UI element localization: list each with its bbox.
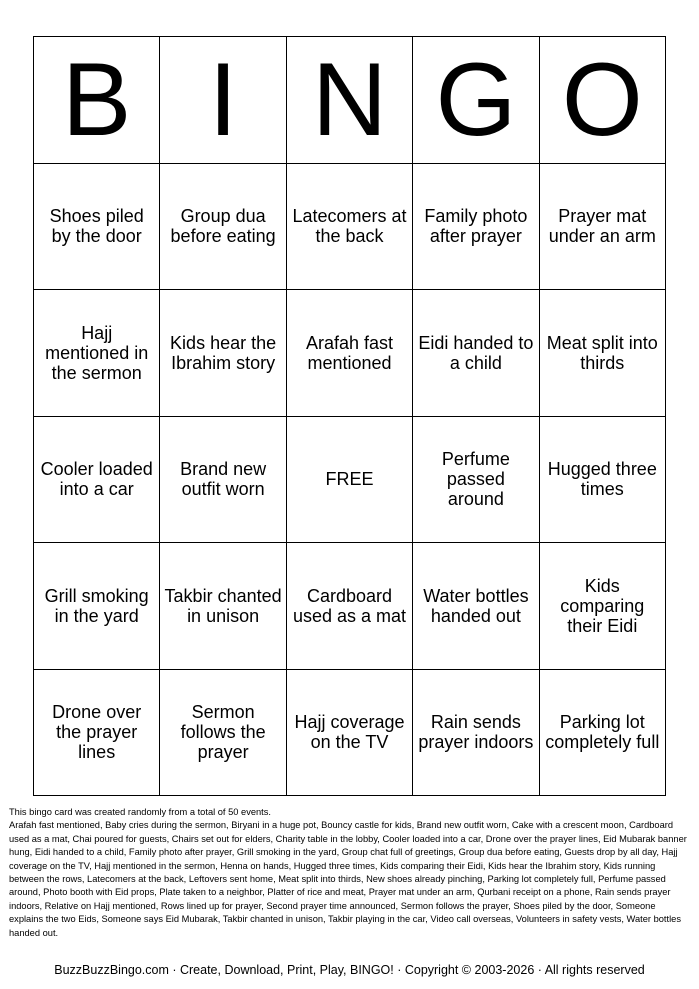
- free-square: FREE: [287, 417, 413, 544]
- bingo-square: Kids hear the Ibrahim story: [160, 290, 286, 417]
- bingo-square: Cardboard used as a mat: [287, 543, 413, 670]
- bingo-square: Sermon follows the prayer: [160, 670, 286, 797]
- bingo-square: Drone over the prayer lines: [34, 670, 160, 797]
- event-list-items: Arafah fast mentioned, Baby cries during the sermon, Biryani in a huge pot, Bouncy castle for kids, Brand new outfit worn, Cake with a crescent moon, Cardboard used as a mat, Chai poured for guests, Chairs set out for elders, Charity table in the lobby, Cooler loaded into a car, Drone over the prayer lines, Eid Mubarak banner hung, Eidi handed to a child, Family photo after prayer, Grill smoking in the yard, Group chat full of greetings, Group dua before eating, Guests drop by all day, Hajj coverage on the TV, Hajj mentioned in the sermon, Henna on hands, Hugged three times, Kids comparing their Eidi, Kids hear the Ibrahim story, Kids running between the rows, Latecomers at the back, Leftovers sent home, Meat split into thirds, New shoes already pinching, Parking lot completely full, Perfume passed around, Photo booth with Eid props, Plate taken to a neighbor, Platter of rice and meat, Prayer mat under an arm, Qurbani receipt on a phone, Rain sends prayer indoors, Relative on Hajj mentioned, Rows lined up for prayer, Second prayer time announced, Sermon follows the prayer, Shoes piled by the door, Someone explains the two Eids, Someone says Eid Mubarak, Takbir chanted in unison, Takbir playing in the car, Video call overseas, Volunteers in safety vests, Water bottles handed out.: [9, 820, 687, 938]
- bingo-square: Hugged three times: [540, 417, 666, 544]
- bingo-square: Latecomers at the back: [287, 164, 413, 291]
- bingo-square: Brand new outfit worn: [160, 417, 286, 544]
- header-letter-n: N: [287, 37, 413, 164]
- bingo-square: Hajj mentioned in the sermon: [34, 290, 160, 417]
- bingo-square: Arafah fast mentioned: [287, 290, 413, 417]
- bingo-square: Family photo after prayer: [413, 164, 539, 291]
- header-letter-o: O: [540, 37, 666, 164]
- header-letter-i: I: [160, 37, 286, 164]
- bingo-square: Rain sends prayer indoors: [413, 670, 539, 797]
- bingo-square: Group dua before eating: [160, 164, 286, 291]
- bingo-square: Perfume passed around: [413, 417, 539, 544]
- bingo-square: Water bottles handed out: [413, 543, 539, 670]
- event-list-intro: This bingo card was created randomly from a total of 50 events.: [9, 807, 271, 817]
- bingo-square: Cooler loaded into a car: [34, 417, 160, 544]
- bingo-card: [33, 36, 666, 796]
- bingo-square: Takbir chanted in unison: [160, 543, 286, 670]
- bingo-square: Meat split into thirds: [540, 290, 666, 417]
- bingo-square: Eidi handed to a child: [413, 290, 539, 417]
- bingo-square: Shoes piled by the door: [34, 164, 160, 291]
- copyright-footer: BuzzBuzzBingo.com · Create, Download, Print, Play, BINGO! · Copyright © 2003-2026 · All rights reserved: [54, 963, 645, 977]
- bingo-square: Kids comparing their Eidi: [540, 543, 666, 670]
- bingo-square: Prayer mat under an arm: [540, 164, 666, 291]
- bingo-square: Parking lot completely full: [540, 670, 666, 797]
- bingo-square: Hajj coverage on the TV: [287, 670, 413, 797]
- bingo-square: Grill smoking in the yard: [34, 543, 160, 670]
- header-letter-g: G: [413, 37, 539, 164]
- header-letter-b: B: [34, 37, 160, 164]
- event-list: [9, 806, 689, 940]
